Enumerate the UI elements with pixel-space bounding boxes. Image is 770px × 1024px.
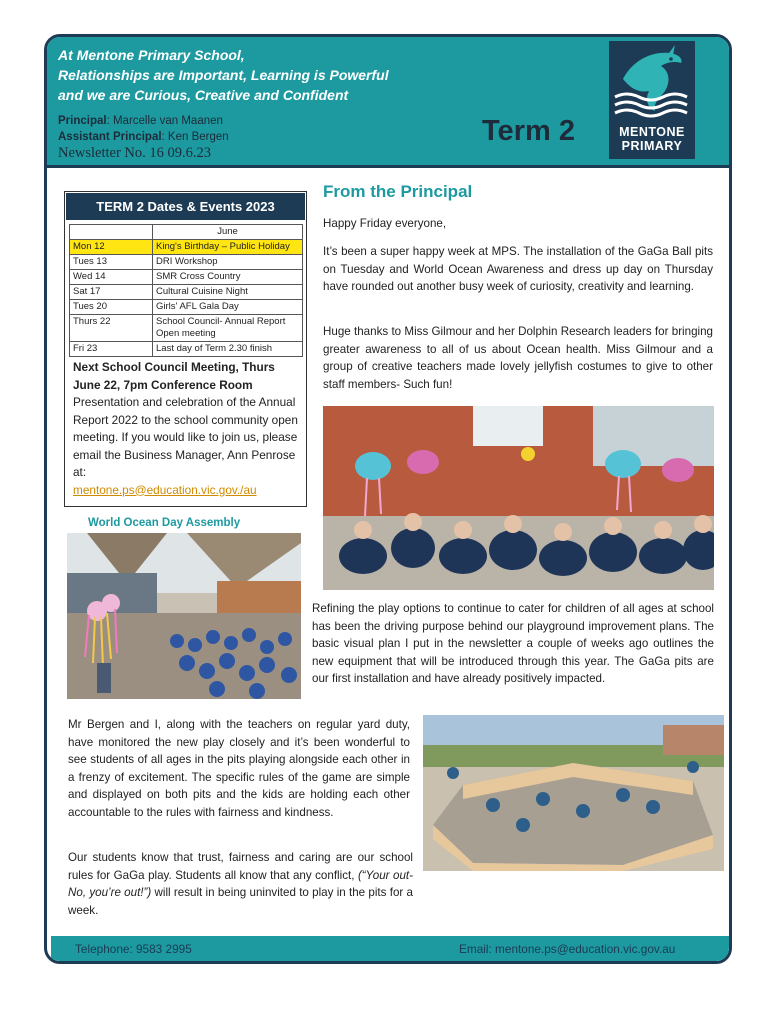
table-row (70, 240, 303, 255)
principal-line (58, 113, 229, 129)
principal-paragraph-2: Huge thanks to Miss Gilmour and her Dolphin Research leaders for bringing greater awareness to all of us about Ocean health. Miss Gilmour and a group of creative teachers made lovely jellyfish costumes to give to other staff members- Such fun! (323, 325, 713, 391)
dates-title: TERM 2 Dates & Events 2023 (66, 193, 305, 220)
table-row (70, 270, 303, 285)
event-day: Wed 14 (70, 270, 153, 285)
event-day: Tues 20 (70, 300, 153, 315)
principal-name: : Marcelle van Maanen (106, 115, 223, 127)
council-email-link[interactable]: mentone.ps@education.vic.gov./au (73, 482, 257, 497)
events-month-row (70, 225, 303, 240)
staff-list (58, 113, 229, 145)
motto-line: Relationships are Important, Learning is Powerful (58, 67, 389, 83)
paragraph-5-text-b: will result in being uninvited to play in the pits for a week. (68, 886, 413, 917)
school-motto (58, 45, 478, 105)
principal-paragraph-5 (68, 849, 413, 919)
gaga-pit-photo (423, 715, 724, 871)
school-logo (609, 41, 695, 159)
event-day: Thurs 22 (70, 315, 153, 342)
motto-line: and we are Curious, Creative and Confident (58, 87, 349, 103)
event-name: Last day of Term 2.30 finish (153, 342, 303, 357)
school-council-notice (73, 359, 305, 499)
event-day: Tues 13 (70, 255, 153, 270)
term-title: Term 2 (482, 115, 575, 147)
logo-text-primary: PRIMARY (621, 139, 683, 153)
principal-label: Principal (58, 115, 107, 127)
event-day: Fri 23 (70, 342, 153, 357)
event-name: Cultural Cuisine Night (153, 285, 303, 300)
table-row (70, 255, 303, 270)
table-row (70, 315, 303, 342)
event-day: Mon 12 (70, 240, 153, 255)
principal-paragraph-1: It’s been a super happy week at MPS. The installation of the GaGa Ball pits on Tuesday and World Ocean Awareness and dress up day on Thursday have rounded out another busy week of curiosity, creativity and learning. (323, 245, 713, 293)
motto-line: At Mentone Primary School, (58, 47, 245, 63)
event-name: DRI Workshop (153, 255, 303, 270)
ocean-day-photo (67, 533, 301, 699)
event-day: Sat 17 (70, 285, 153, 300)
events-table (69, 224, 303, 357)
table-row (70, 285, 303, 300)
principal-paragraph-4: Mr Bergen and I, along with the teachers on regular yard duty, have monitored the new play closely and it’s been wonderful to see students of all ages in the pits playing alongside each other in a frenzy of excitement. The specific rules of the game are simple and displayed on both pits and the kids are holding each other accountable to the rules with fairness and kindness. (68, 718, 410, 819)
footer-email: Email: mentone.ps@education.vic.gov.au (459, 942, 676, 956)
events-month: June (153, 225, 303, 240)
logo-text-mentone: MENTONE (619, 125, 685, 139)
newsletter-header (47, 37, 729, 168)
principal-greeting: Happy Friday everyone, (323, 217, 447, 230)
table-row (70, 300, 303, 315)
event-name: SMR Cross Country (153, 270, 303, 285)
paragraph-5-quote: (“Your out- No, you’re out!”) (68, 868, 413, 899)
council-heading: Next School Council Meeting, Thurs June 22, 7pm Conference Room (73, 360, 275, 392)
principal-paragraph-3: Refining the play options to continue to cater for children of all ages at school has been the driving purpose behind our playground improvement plans. The basic visual plan I put in the newsletter a couple of weeks ago outlines the new equipment that will be introduced through this year. The GaGa pits are our first installation and have already positively impacted. (312, 602, 714, 685)
principal-section-title: From the Principal (323, 182, 473, 201)
paragraph-5-text-a: Our students know that trust, fairness and caring are our school rules for GaGa play. Students all know that any conflict, (68, 851, 413, 882)
newsletter-number: Newsletter No. 16 09.6.23 (58, 145, 212, 161)
dates-events-box (64, 191, 307, 507)
assistant-principal-label: Assistant Principal (58, 131, 162, 143)
event-name: School Council- Annual Report Open meeting (153, 315, 303, 342)
ocean-day-caption: World Ocean Day Assembly (88, 517, 241, 529)
council-text: Presentation and celebration of the Annual Report 2022 to the school community open meeting. If you would like to join us, please email the Business Manager, Ann Penrose at: (73, 395, 298, 479)
event-name: Girls' AFL Gala Day (153, 300, 303, 315)
event-name: King's Birthday – Public Holiday (153, 240, 303, 255)
newsletter-footer (51, 936, 731, 963)
assistant-principal-line (58, 129, 229, 145)
assistant-principal-name: : Ken Bergen (161, 131, 229, 143)
table-row (70, 342, 303, 357)
footer-phone: Telephone: 9583 2995 (75, 942, 192, 956)
jellyfish-costumes-photo (323, 406, 714, 590)
